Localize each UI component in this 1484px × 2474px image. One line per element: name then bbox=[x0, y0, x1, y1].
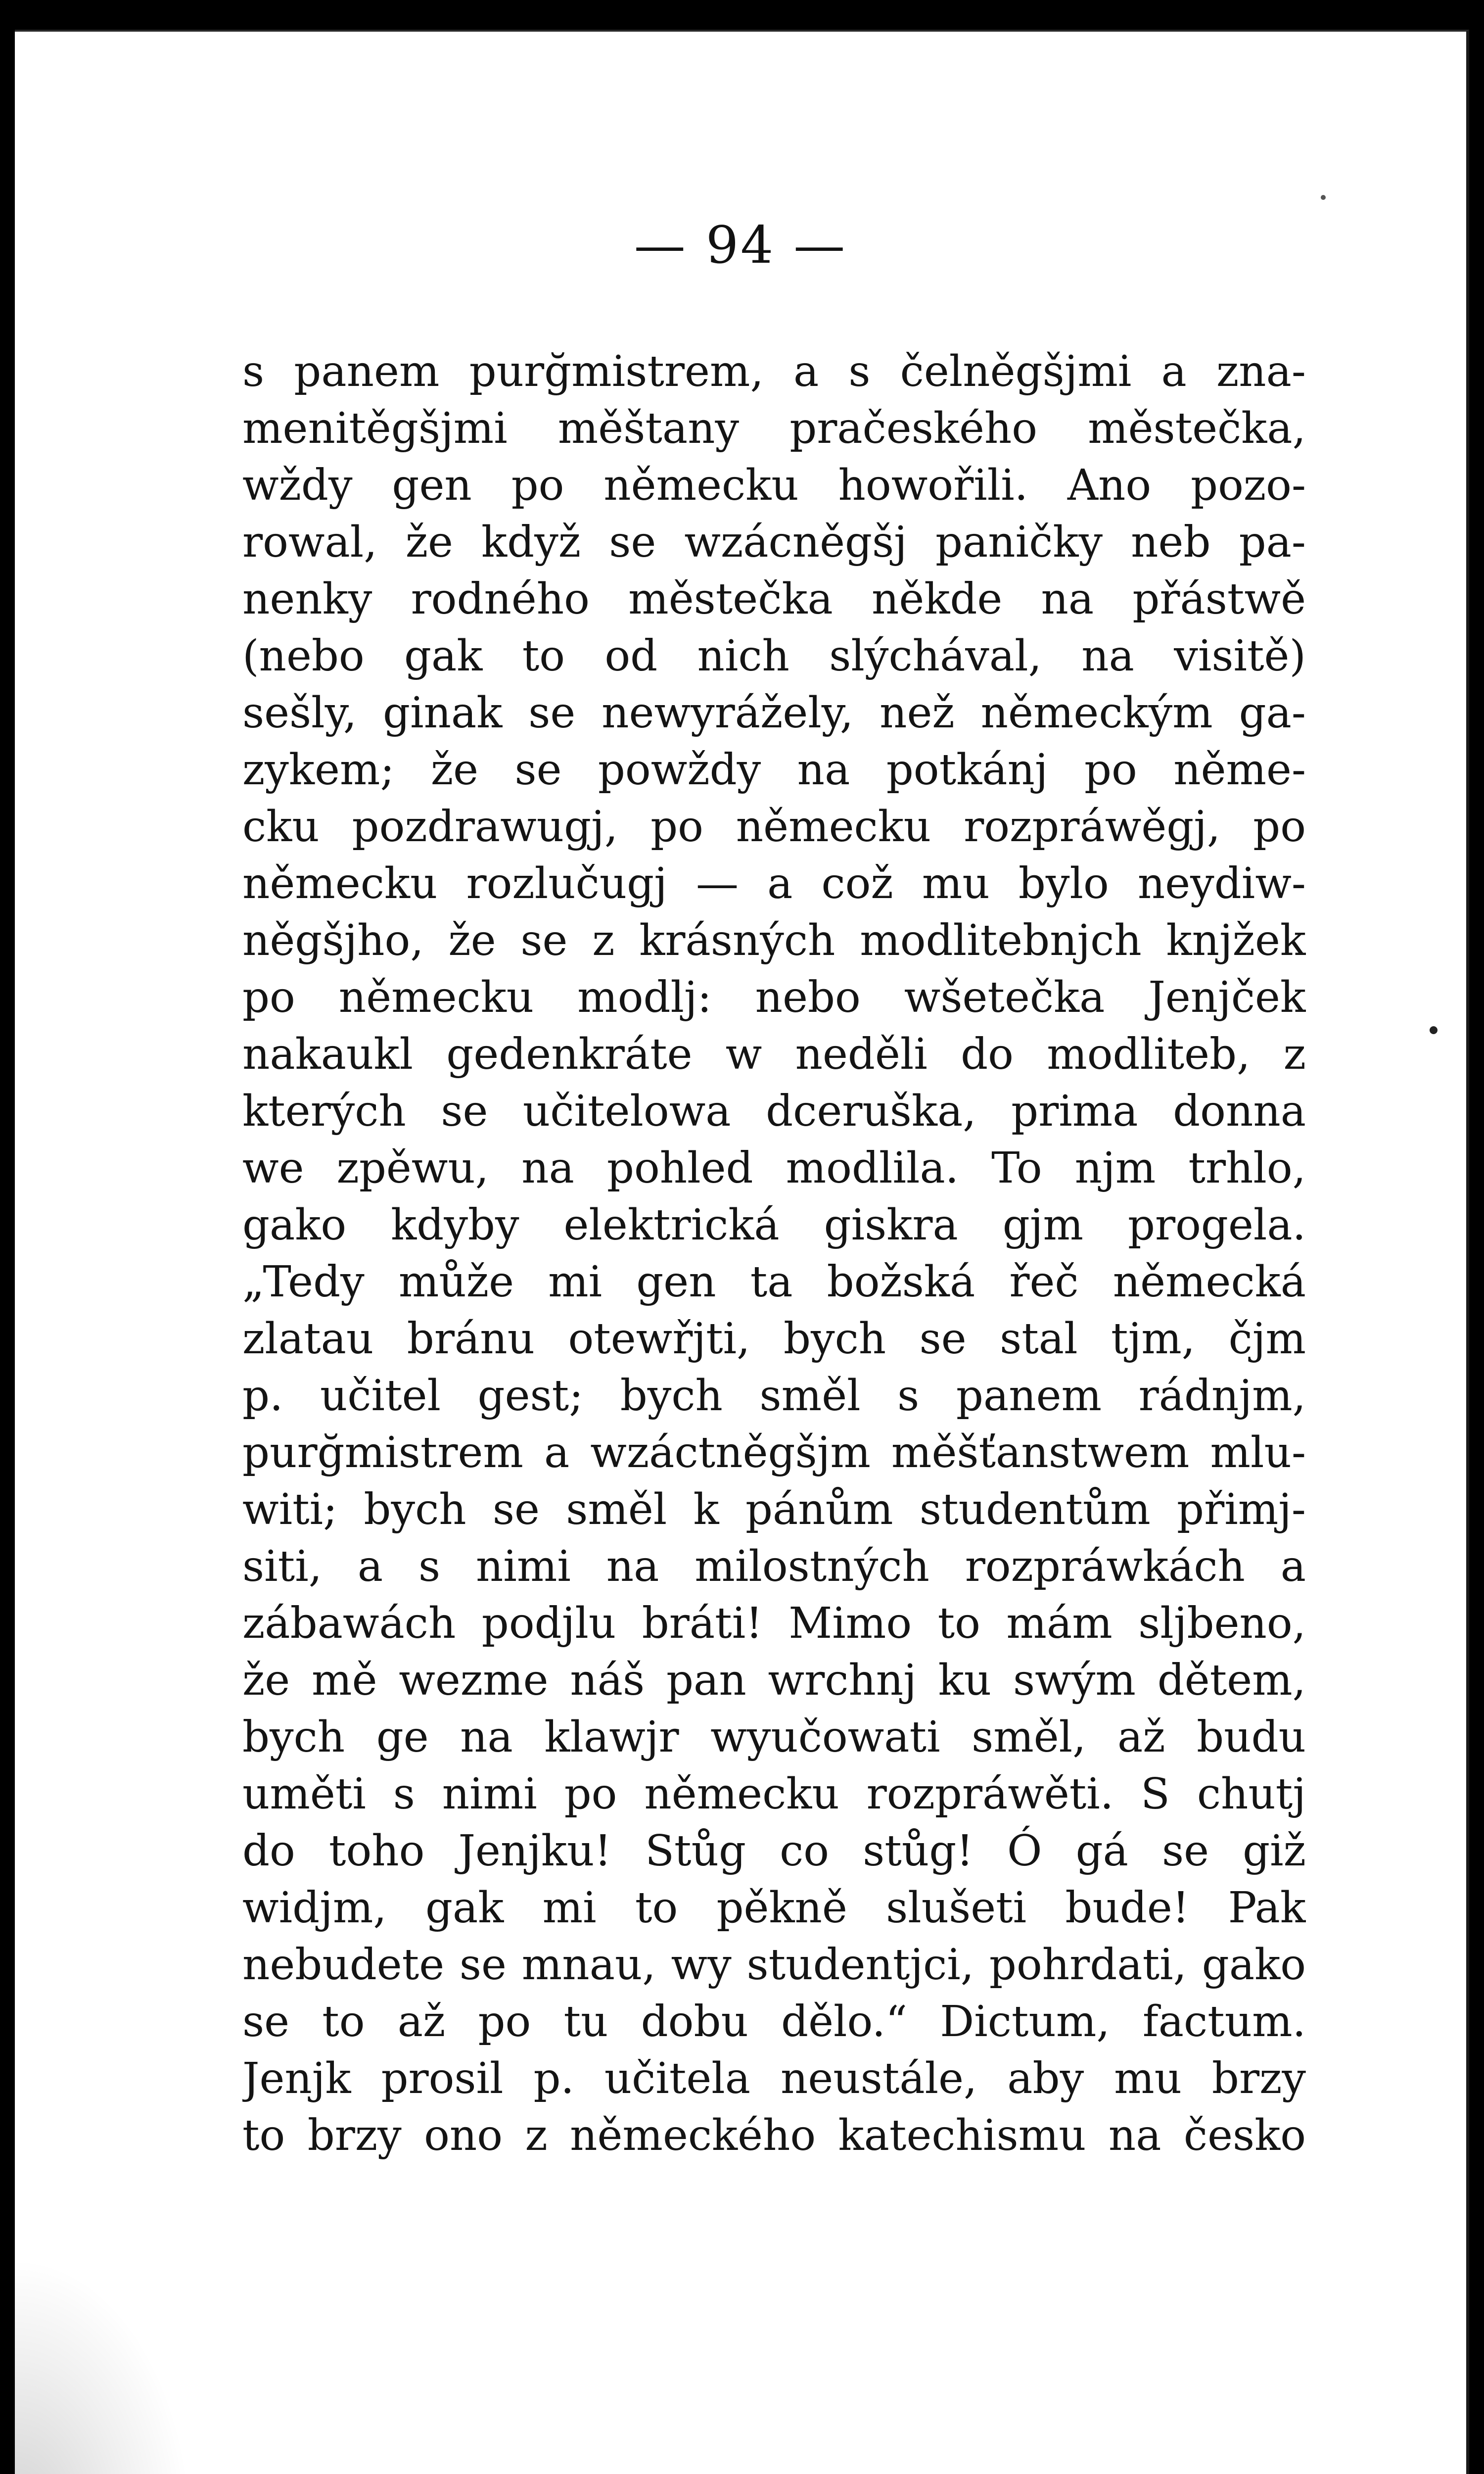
text-line: německu rozlučugj — a což mu bylo neydiw- bbox=[242, 859, 1306, 908]
text-line: gako kdyby elektrická giskra gjm progela. bbox=[242, 1200, 1306, 1250]
text-line: purğmistrem a wzáctněgšjm měšťanstwem mlu- bbox=[242, 1428, 1306, 1477]
text-line: p. učitel gest; bych směl s panem rádnjm, bbox=[242, 1371, 1306, 1421]
book-page bbox=[15, 30, 1469, 2474]
text-line: (nebo gak to od nich slýchával, na visitě) bbox=[242, 631, 1306, 681]
page-stain bbox=[15, 2256, 193, 2474]
text-line: do toho Jenjku! Stůg co stůg! Ó gá se giž bbox=[242, 1826, 1306, 1876]
text-line: zykem; že se powždy na potkánj po něme- bbox=[242, 745, 1306, 795]
text-line: nenky rodného městečka někde na přástwě bbox=[242, 574, 1306, 624]
text-line: wždy gen po německu howořili. Ano pozo- bbox=[242, 461, 1306, 510]
text-line: Jenjk prosil p. učitela neustále, aby mu brzy bbox=[242, 2054, 1306, 2103]
text-line: witi; bych se směl k pánům studentům přimj- bbox=[242, 1485, 1306, 1534]
text-line: kterých se učitelowa dceruška, prima donna bbox=[242, 1087, 1306, 1136]
text-line: uměti s nimi po německu rozpráwěti. S chutj bbox=[242, 1769, 1306, 1819]
text-line: „Tedy může mi gen ta božská řeč německá bbox=[242, 1257, 1306, 1307]
body-text bbox=[242, 343, 1306, 2164]
text-line: cku pozdrawugj, po německu rozpráwěgj, po bbox=[242, 802, 1306, 852]
text-line: zábawách podjlu bráti! Mimo to mám sljbeno, bbox=[242, 1599, 1306, 1648]
text-line: sešly, ginak se newyrážely, než německým ga- bbox=[242, 688, 1306, 738]
text-line: bych ge na klawjr wyučowati směl, až budu bbox=[242, 1713, 1306, 1762]
ink-speck bbox=[1430, 1026, 1438, 1034]
text-line: se to až po tu dobu dělo.“ Dictum, factum. bbox=[242, 1997, 1306, 2046]
text-line: siti, a s nimi na milostných rozpráwkách a bbox=[242, 1542, 1306, 1591]
text-line: menitěgšjmi měštany pračeského městečka, bbox=[242, 404, 1306, 453]
text-line: widjm, gak mi to pěkně slušeti bude! Pak bbox=[242, 1883, 1306, 1933]
text-line: nebudete se mnau, wy studentjci, pohrdati, gako bbox=[242, 1940, 1306, 1990]
ink-speck bbox=[1321, 195, 1326, 200]
text-line: s panem purğmistrem, a s čelněgšjmi a zna- bbox=[242, 347, 1306, 396]
text-line: to brzy ono z německého katechismu na česko bbox=[242, 2111, 1306, 2160]
text-line: zlatau bránu otewřjti, bych se stal tjm, čjm bbox=[242, 1314, 1306, 1364]
text-line: we zpěwu, na pohled modlila. To njm trhlo, bbox=[242, 1143, 1306, 1193]
text-line: nakaukl gedenkráte w neděli do modliteb, z bbox=[242, 1030, 1306, 1079]
text-line: po německu modlj: nebo wšetečka Jenjček bbox=[242, 973, 1306, 1022]
text-line: rowal, že když se wzácněgšj paničky neb pa- bbox=[242, 518, 1306, 567]
text-line: že mě wezme náš pan wrchnj ku swým dětem, bbox=[242, 1656, 1306, 1705]
text-line: něgšjho, že se z krásných modlitebnjch knjžek bbox=[242, 916, 1306, 965]
page-number: — 94 — bbox=[634, 215, 847, 275]
